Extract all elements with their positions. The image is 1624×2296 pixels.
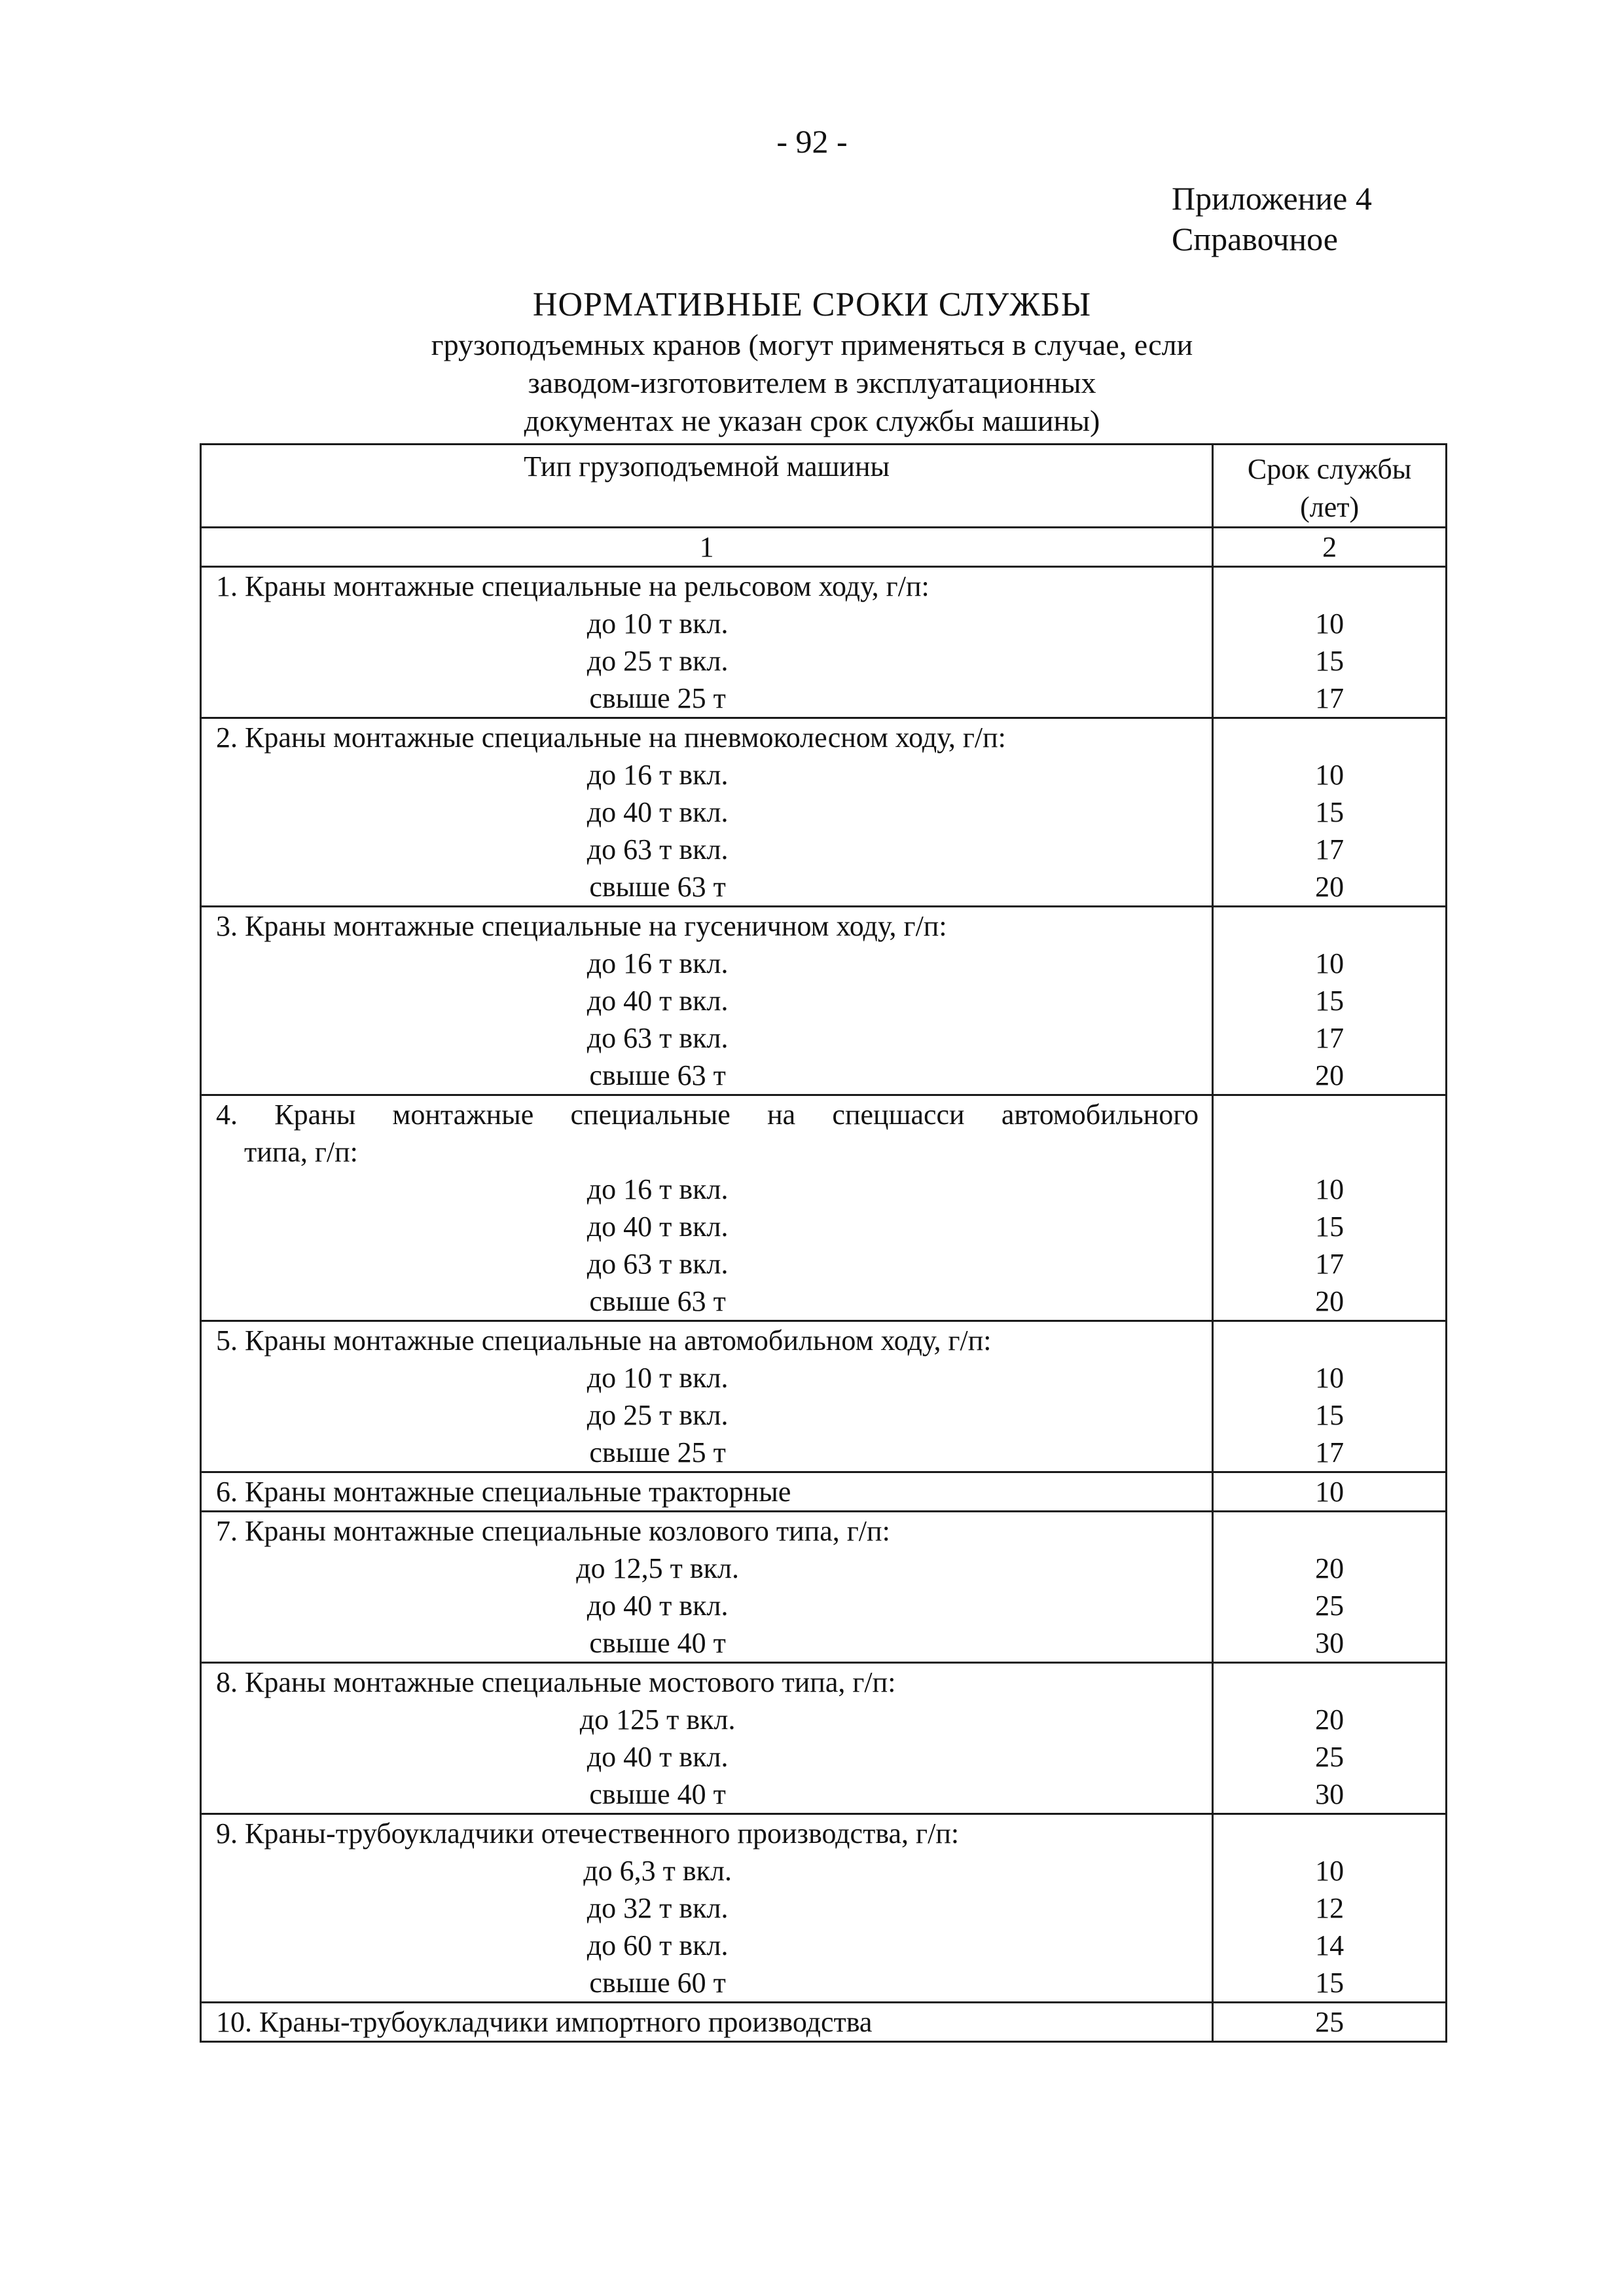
service-life-value: 20 bbox=[1315, 871, 1344, 903]
table-row bbox=[201, 907, 1447, 1095]
service-life-cell bbox=[1213, 907, 1447, 1095]
group-title: 1. Краны монтажные специальные на рельсовом ходу, г/п: bbox=[216, 570, 929, 602]
capacity-range: свыше 25 т bbox=[589, 682, 726, 714]
service-life-value: 10 bbox=[1315, 1476, 1344, 1508]
capacity-range: свыше 63 т bbox=[589, 1059, 726, 1091]
capacity-range: свыше 60 т bbox=[589, 1967, 726, 1999]
service-life-value: 20 bbox=[1315, 1552, 1344, 1584]
crane-type-cell bbox=[201, 1512, 1213, 1663]
table-row bbox=[201, 567, 1447, 718]
capacity-range: до 16 т вкл. bbox=[586, 1173, 729, 1205]
service-life-value: 10 bbox=[1315, 947, 1344, 979]
service-life-value: 15 bbox=[1315, 1399, 1344, 1431]
service-life-value: 20 bbox=[1315, 1285, 1344, 1317]
appendix-type: Справочное bbox=[1172, 221, 1338, 257]
col2-header-line1: Срок службы bbox=[1247, 453, 1412, 485]
service-life-value: 17 bbox=[1315, 682, 1344, 714]
table-row bbox=[201, 1814, 1447, 2003]
crane-type-cell bbox=[201, 567, 1213, 718]
service-life-table bbox=[200, 443, 1447, 2043]
document-title bbox=[0, 284, 1624, 440]
title-subtitle-line3: документах не указан срок службы машины) bbox=[524, 404, 1100, 437]
table-row bbox=[201, 718, 1447, 907]
service-life-value: 17 bbox=[1315, 833, 1344, 866]
service-life-value: 17 bbox=[1315, 1436, 1344, 1468]
group-title: 10. Краны-трубоукладчики импортного производства bbox=[216, 2006, 873, 2038]
table-row bbox=[201, 2003, 1447, 2042]
group-title: 9. Краны-трубоукладчики отечественного производства, г/п: bbox=[216, 1817, 960, 1850]
group-title: 6. Краны монтажные специальные тракторные bbox=[216, 1476, 791, 1508]
spacer bbox=[1214, 1096, 1445, 1133]
service-life-cell bbox=[1213, 567, 1447, 718]
table-header-row bbox=[201, 445, 1447, 528]
capacity-range: до 6,3 т вкл. bbox=[583, 1855, 732, 1887]
crane-type-cell bbox=[201, 718, 1213, 907]
crane-type-cell bbox=[201, 1814, 1213, 2003]
capacity-range: до 16 т вкл. bbox=[586, 947, 729, 979]
capacity-range: свыше 40 т bbox=[589, 1627, 726, 1659]
col1-header: Тип грузоподъемной машины bbox=[201, 445, 1213, 528]
service-life-value: 15 bbox=[1315, 1967, 1344, 1999]
capacity-range: до 10 т вкл. bbox=[586, 1362, 729, 1394]
title-subtitle-line2: заводом-изготовителем в эксплуатационных bbox=[528, 366, 1096, 399]
spacer bbox=[1214, 1815, 1445, 1852]
capacity-range: свыше 40 т bbox=[589, 1778, 726, 1810]
crane-type-cell bbox=[201, 1321, 1213, 1472]
spacer bbox=[1214, 1322, 1445, 1359]
service-life-cell bbox=[1213, 2003, 1447, 2042]
table-row bbox=[201, 1472, 1447, 1512]
capacity-range: до 63 т вкл. bbox=[586, 833, 729, 866]
capacity-range: до 10 т вкл. bbox=[586, 608, 729, 640]
service-life-value: 10 bbox=[1315, 1362, 1344, 1394]
capacity-range: свыше 63 т bbox=[589, 871, 726, 903]
service-life-value: 30 bbox=[1315, 1778, 1344, 1810]
service-life-cell bbox=[1213, 1472, 1447, 1512]
appendix-number: Приложение 4 bbox=[1172, 180, 1372, 217]
capacity-range: до 40 т вкл. bbox=[586, 1741, 729, 1773]
service-life-value: 15 bbox=[1315, 645, 1344, 677]
appendix-label bbox=[1172, 178, 1372, 259]
service-life-value: 20 bbox=[1315, 1059, 1344, 1091]
page-number: - 92 - bbox=[776, 123, 848, 160]
service-life-value: 10 bbox=[1315, 608, 1344, 640]
service-life-value: 14 bbox=[1315, 1929, 1344, 1961]
table-row bbox=[201, 1095, 1447, 1321]
title-subtitle bbox=[0, 326, 1624, 440]
capacity-range: до 25 т вкл. bbox=[586, 645, 729, 677]
service-life-value: 25 bbox=[1315, 1741, 1344, 1773]
service-life-cell bbox=[1213, 718, 1447, 907]
capacity-range: до 25 т вкл. bbox=[586, 1399, 729, 1431]
table-body bbox=[201, 567, 1447, 2042]
title-subtitle-line1: грузоподъемных кранов (могут применяться в случае, если bbox=[431, 328, 1193, 361]
service-life-value: 25 bbox=[1315, 1590, 1344, 1622]
group-title-continuation: типа, г/п: bbox=[244, 1136, 358, 1168]
capacity-range: до 12,5 т вкл. bbox=[576, 1552, 739, 1584]
capacity-range: до 32 т вкл. bbox=[586, 1892, 729, 1924]
spacer bbox=[1214, 568, 1445, 605]
service-life-value: 10 bbox=[1315, 1855, 1344, 1887]
spacer bbox=[1214, 907, 1445, 945]
capacity-range: до 40 т вкл. bbox=[586, 985, 729, 1017]
crane-type-cell bbox=[201, 1472, 1213, 1512]
service-life-value: 10 bbox=[1315, 1173, 1344, 1205]
capacity-range: до 63 т вкл. bbox=[586, 1022, 729, 1054]
service-life-value: 15 bbox=[1315, 1211, 1344, 1243]
capacity-range: до 40 т вкл. bbox=[586, 1211, 729, 1243]
service-life-cell bbox=[1213, 1512, 1447, 1663]
spacer bbox=[1214, 719, 1445, 756]
service-life-cell bbox=[1213, 1814, 1447, 2003]
capacity-range: до 60 т вкл. bbox=[586, 1929, 729, 1961]
capacity-range: до 40 т вкл. bbox=[586, 796, 729, 828]
crane-type-cell bbox=[201, 2003, 1213, 2042]
title-main: НОРМАТИВНЫЕ СРОКИ СЛУЖБЫ bbox=[532, 286, 1092, 323]
capacity-range: свыше 63 т bbox=[589, 1285, 726, 1317]
crane-type-cell bbox=[201, 1663, 1213, 1814]
service-life-value: 10 bbox=[1315, 759, 1344, 791]
service-life-cell bbox=[1213, 1095, 1447, 1321]
spacer bbox=[1214, 1133, 1445, 1171]
capacity-range: до 16 т вкл. bbox=[586, 759, 729, 791]
service-life-value: 15 bbox=[1315, 796, 1344, 828]
col1-number: 1 bbox=[201, 528, 1213, 567]
table-row bbox=[201, 1512, 1447, 1663]
spacer bbox=[1214, 1512, 1445, 1550]
spacer bbox=[1214, 1664, 1445, 1701]
group-title: 2. Краны монтажные специальные на пневмоколесном ходу, г/п: bbox=[216, 721, 1006, 754]
group-title: 8. Краны монтажные специальные мостового типа, г/п: bbox=[216, 1666, 896, 1698]
table-row bbox=[201, 1321, 1447, 1472]
group-title: 5. Краны монтажные специальные на автомобильном ходу, г/п: bbox=[216, 1324, 992, 1357]
column-number-row bbox=[201, 528, 1447, 567]
service-life-cell bbox=[1213, 1663, 1447, 1814]
capacity-range: до 125 т вкл. bbox=[579, 1704, 736, 1736]
crane-type-cell bbox=[201, 1095, 1213, 1321]
group-title: 7. Краны монтажные специальные козлового типа, г/п: bbox=[216, 1515, 890, 1547]
service-life-value: 30 bbox=[1315, 1627, 1344, 1659]
service-life-cell bbox=[1213, 1321, 1447, 1472]
service-life-value: 17 bbox=[1315, 1248, 1344, 1280]
crane-type-cell bbox=[201, 907, 1213, 1095]
service-life-value: 12 bbox=[1315, 1892, 1344, 1924]
table-row bbox=[201, 1663, 1447, 1814]
capacity-range: свыше 25 т bbox=[589, 1436, 726, 1468]
service-life-value: 17 bbox=[1315, 1022, 1344, 1054]
col2-header bbox=[1213, 445, 1447, 528]
group-title: 3. Краны монтажные специальные на гусеничном ходу, г/п: bbox=[216, 910, 947, 942]
col2-header-line2: (лет) bbox=[1300, 491, 1360, 523]
capacity-range: до 40 т вкл. bbox=[586, 1590, 729, 1622]
service-life-value: 20 bbox=[1315, 1704, 1344, 1736]
group-title: 4. Краны монтажные специальные на спецшасси автомобильного bbox=[216, 1099, 1199, 1131]
service-life-value: 15 bbox=[1315, 985, 1344, 1017]
capacity-range: до 63 т вкл. bbox=[586, 1248, 729, 1280]
service-life-value: 25 bbox=[1315, 2006, 1344, 2038]
col2-number: 2 bbox=[1213, 528, 1447, 567]
